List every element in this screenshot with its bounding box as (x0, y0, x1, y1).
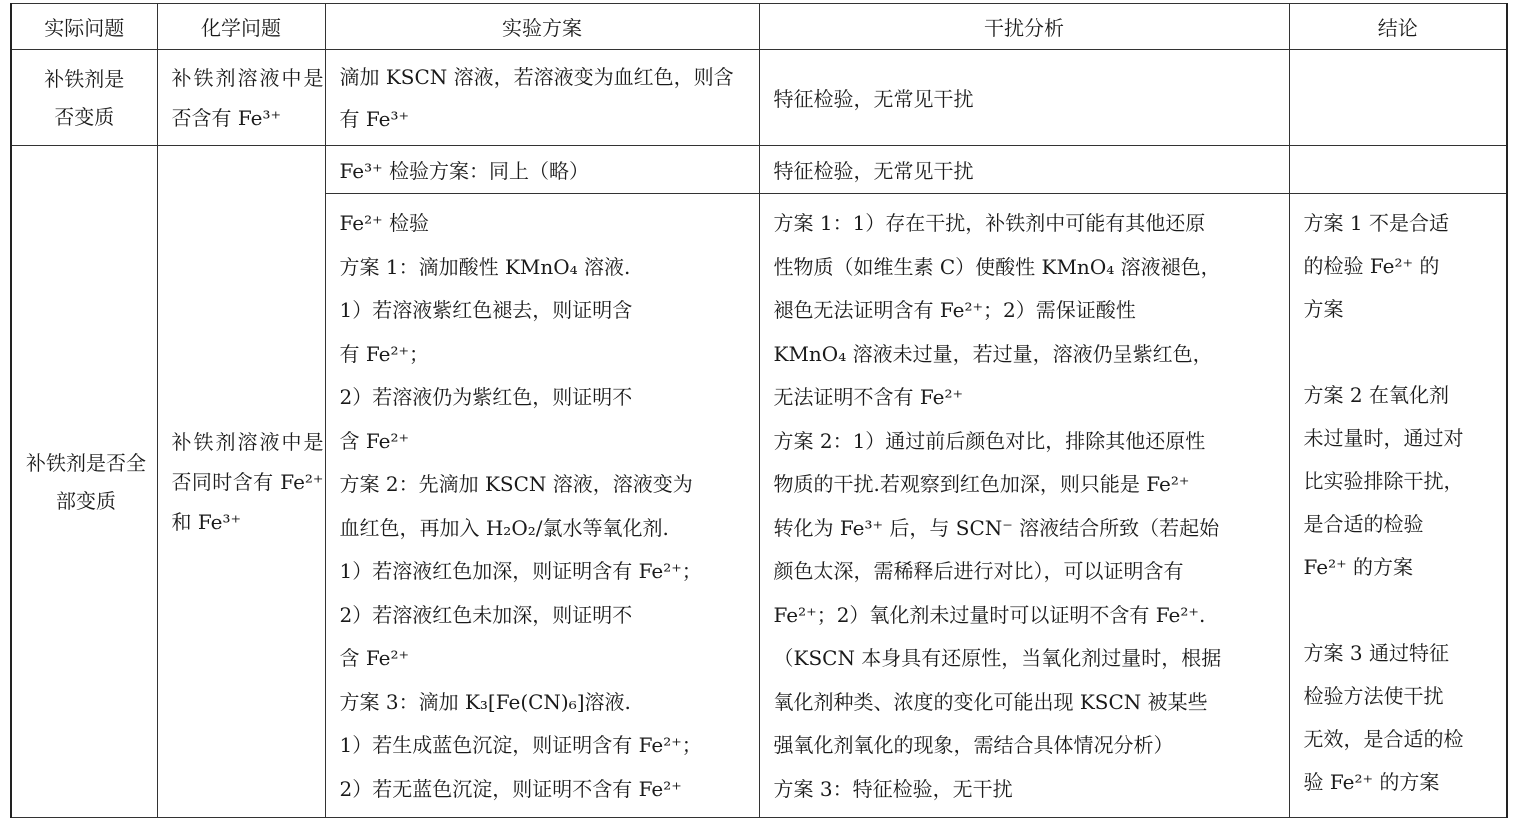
scheme-line: 2）若溶液红色未加深，则证明不 (339, 602, 633, 627)
header-analysis: 干扰分析 (759, 4, 1289, 50)
row1-scheme-text: 滴加 KSCN 溶液，若溶液变为血红色，则含有 Fe³⁺ (339, 64, 734, 131)
analysis-line: 方案 2：1）通过前后颜色对比，排除其他还原性 (773, 428, 1206, 453)
conclusion-line: 方案 (1303, 297, 1344, 321)
row1-chemical (157, 50, 325, 146)
analysis-line: 无法证明不含有 Fe²⁺ (773, 385, 964, 409)
fe3-scheme: Fe³⁺ 检验方案：同上（略） (325, 146, 759, 194)
conclusion-line: 无效，是合适的检 (1303, 727, 1464, 751)
row1-analysis-text: 特征检验，无常见干扰 (773, 87, 974, 111)
header-conclusion: 结论 (1289, 4, 1507, 50)
row2-practical (11, 146, 157, 818)
conclusion-line: 方案 1 不是合适 (1303, 211, 1449, 235)
fe2-scheme (325, 194, 759, 818)
conclusion-line: 比实验排除干扰， (1303, 469, 1464, 493)
scheme-line: Fe²⁺ 检验 (339, 211, 430, 235)
analysis-line: 方案 1：1）存在干扰，补铁剂中可能有其他还原 (773, 211, 1206, 235)
conclusion-line: Fe²⁺ 的方案 (1303, 555, 1414, 579)
row1-practical-text: 补铁剂是否变质 (44, 66, 125, 129)
row1-analysis (759, 50, 1289, 146)
row1-chemical-text: 补铁剂溶液中是否含有 Fe³⁺ (171, 65, 324, 130)
row1-scheme (325, 50, 759, 146)
analysis-line: 物质的干扰.若观察到红色加深，则只能是 Fe²⁺ (773, 472, 1190, 496)
conclusion-line: 未过量时，通过对 (1303, 426, 1464, 450)
analysis-line: 转化为 Fe³⁺ 后，与 SCN⁻ 溶液结合所致（若起始 (773, 515, 1220, 540)
conclusion-line: 检验方法使干扰 (1303, 684, 1444, 708)
fe3-conclusion (1289, 146, 1507, 194)
conclusion-line: 的检验 Fe²⁺ 的 (1303, 254, 1440, 278)
conclusion-line: 方案 2 在氧化剂 (1303, 383, 1449, 407)
fe2-conclusion-blocks (1304, 202, 1493, 804)
scheme-line: 方案 1：滴加酸性 KMnO₄ 溶液. (339, 254, 631, 279)
scheme-line: 有 Fe²⁺； (339, 341, 430, 366)
scheme-line: 1）若生成蓝色沉淀，则证明含有 Fe²⁺； (339, 733, 702, 757)
scheme-line: 方案 3：滴加 K₃[Fe(CN)₆]溶液. (339, 689, 631, 714)
analysis-line: 颜色太深，需稀释后进行对比），可以证明含有 (773, 559, 1184, 583)
fe3-analysis: 特征检验，无常见干扰 (759, 146, 1289, 194)
header-row (11, 4, 1507, 50)
analysis-line: 方案 3：特征检验，无干扰 (773, 776, 1013, 801)
conclusion-line: 方案 3 通过特征 (1303, 641, 1449, 665)
analysis-line: Fe²⁺；2）氧化剂未过量时可以证明不含有 Fe²⁺. (773, 602, 1206, 627)
analysis-line: （KSCN 本身具有还原性，当氧化剂过量时，根据 (773, 646, 1222, 670)
fe2-scheme-lines (340, 202, 745, 811)
scheme-line: 血红色，再加入 H₂O₂/氯水等氧化剂. (339, 515, 669, 540)
scheme-line: 1）若溶液红色加深，则证明含有 Fe²⁺； (339, 559, 702, 583)
conclusion-spacer (1304, 589, 1493, 632)
analysis-line: 强氧化剂氧化的现象，需结合具体情况分析） (773, 733, 1174, 757)
fe-test-table (10, 3, 1508, 818)
analysis-line: 性物质（如维生素 C）使酸性 KMnO₄ 溶液褪色， (773, 254, 1221, 279)
analysis-line: KMnO₄ 溶液未过量，若过量，溶液仍呈紫红色， (773, 341, 1213, 366)
analysis-line: 氧化剂种类、浓度的变化可能出现 KSCN 被某些 (773, 689, 1208, 714)
row1-practical (11, 50, 157, 146)
scheme-line: 2）若无蓝色沉淀，则证明不含有 Fe²⁺ (339, 776, 682, 801)
conclusion-spacer (1304, 331, 1493, 374)
fe2-analysis-lines (774, 202, 1275, 811)
fe2-conclusion (1289, 194, 1507, 818)
scheme-line: 含 Fe²⁺ (339, 646, 410, 670)
row-spoilage (11, 50, 1507, 146)
scheme-line: 方案 2：先滴加 KSCN 溶液，溶液变为 (339, 472, 693, 496)
header-chemical: 化学问题 (157, 4, 325, 50)
row2-chemical (157, 146, 325, 818)
row-fe3-check (11, 146, 1507, 194)
conclusion-line: 是合适的检验 (1303, 512, 1424, 536)
scheme-line: 2）若溶液仍为紫红色，则证明不 (339, 385, 633, 409)
row2-practical-text: 补铁剂是否全部变质 (26, 450, 146, 513)
scheme-line: 1）若溶液紫红色褪去，则证明含 (339, 298, 633, 322)
header-practical: 实际问题 (11, 4, 157, 50)
row2-chemical-text: 补铁剂溶液中是否同时含有 Fe²⁺ 和 Fe³⁺ (171, 429, 324, 534)
header-scheme: 实验方案 (325, 4, 759, 50)
fe2-analysis (759, 194, 1289, 818)
row1-conclusion (1289, 50, 1507, 146)
analysis-line: 褪色无法证明含有 Fe²⁺；2）需保证酸性 (773, 298, 1136, 322)
scheme-line: 含 Fe²⁺ (339, 428, 410, 453)
conclusion-line: 验 Fe²⁺ 的方案 (1303, 770, 1440, 794)
